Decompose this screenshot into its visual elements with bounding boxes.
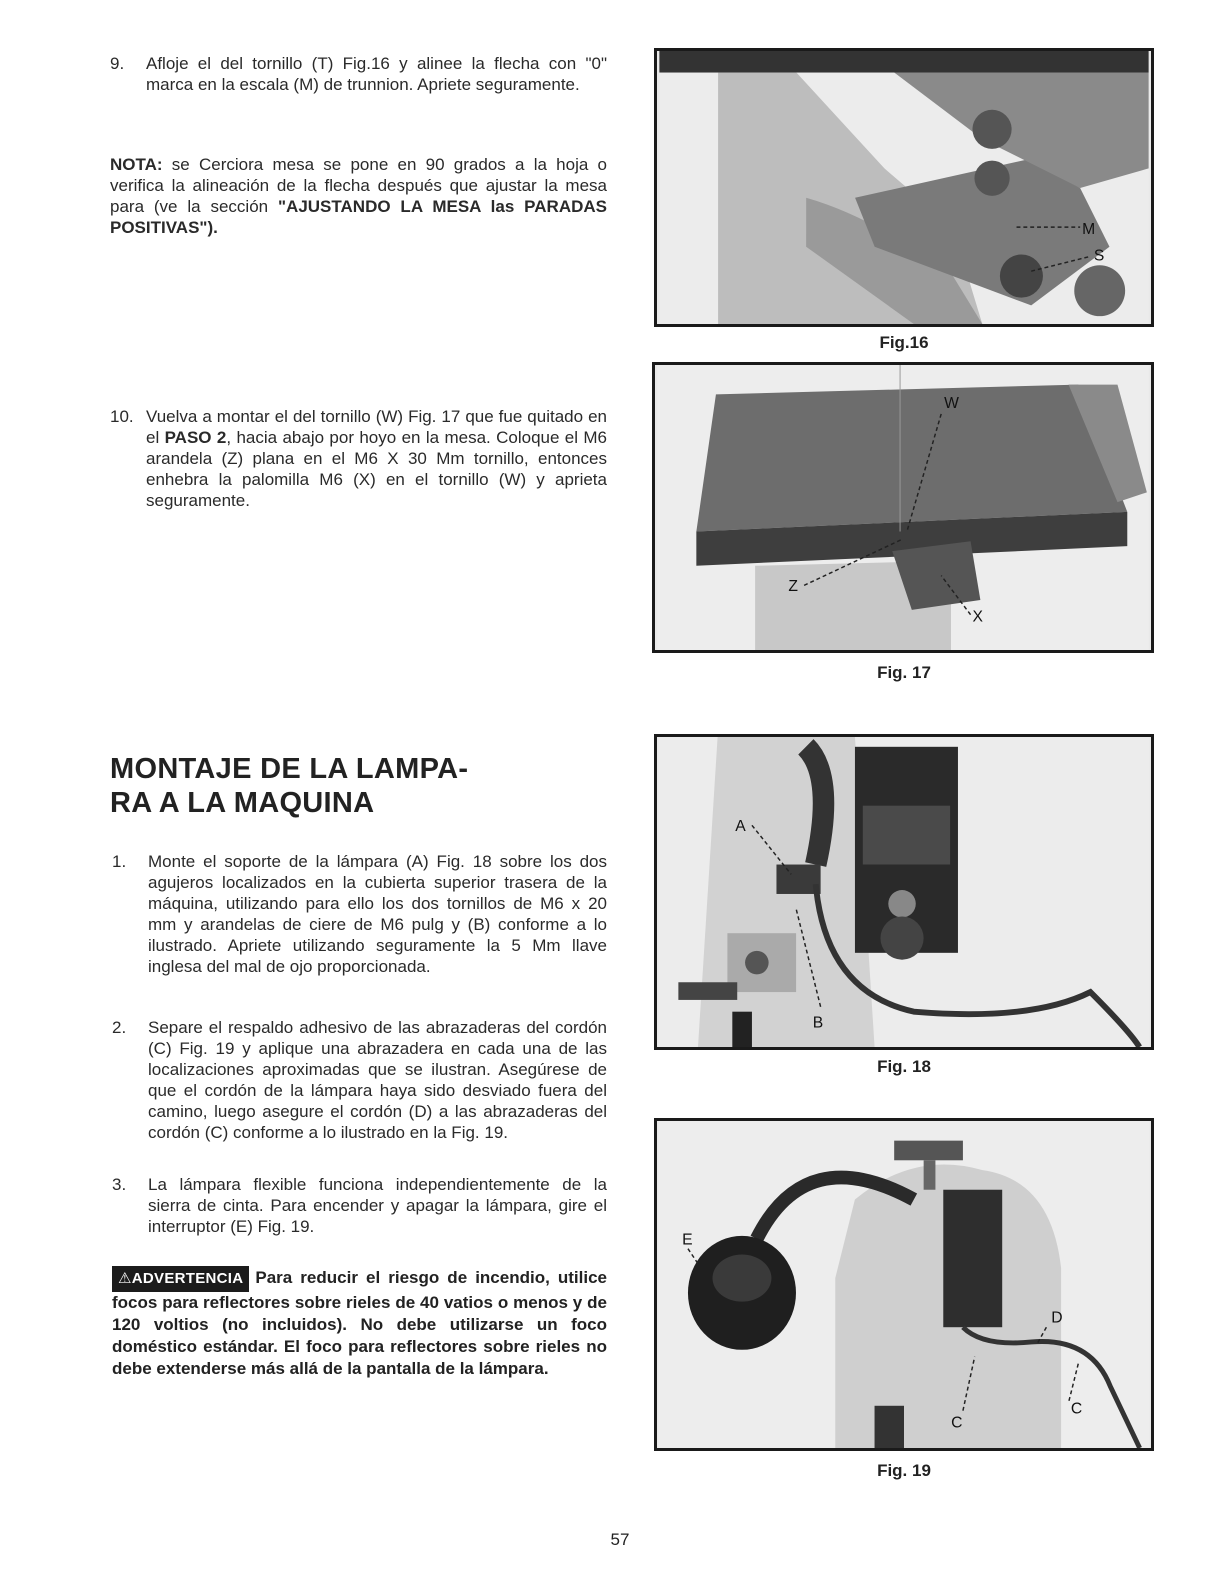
note-text: se Cerciora mesa se pone en 90 grados a la hoja o verifica la alineación de la flecha después que ajustar la mesa para (ve la sección: [110, 155, 607, 216]
figure-16-photo: [654, 48, 1154, 327]
figure-19-label-c-left: C: [951, 1414, 963, 1432]
step-9: [110, 53, 607, 95]
step-text-part: , hacia abajo por hoyo en la mesa. Coloque el M6 arandela (Z) plana en el M6 X 30 Mm tornillo, entonces enhebra la palomilla M6 (X) en el tornillo (W) y aprieta seguramente.: [146, 428, 608, 510]
figure-16-illustration: [657, 51, 1151, 324]
figure-18-photo: [654, 734, 1154, 1050]
figure-17-label-x: X: [972, 608, 983, 626]
figure-19-illustration: [657, 1121, 1151, 1448]
section-title-line-2: RA A LA MAQUINA: [110, 787, 375, 819]
warning-badge: ⚠ADVERTENCIA: [112, 1266, 249, 1292]
figure-19-photo: [654, 1118, 1154, 1451]
step-text: [146, 406, 607, 511]
figure-16-label-m: M: [1082, 220, 1096, 238]
step-10: [110, 406, 607, 511]
figure-19-label-c-right: C: [1070, 1400, 1083, 1418]
step-text: Monte el soporte de la lámpara (A) Fig. 18 sobre los dos agujeros localizados en la cubierta superior trasera de la máquina, utilizando para ello los dos tornillos de M6 x 20 mm y arandelas de ciere de M6 pulg y (B) conforme a lo ilustrado. Apriete utilizando seguramente la 5 Mm llave inglesa del mal de ojo proporcionada.: [148, 852, 607, 976]
figure-18-label-a: A: [735, 818, 746, 836]
page-number: 57: [610, 1530, 630, 1549]
note-paragraph: [110, 154, 607, 238]
note-label: NOTA:: [110, 155, 163, 174]
figure-19-label-d: D: [1051, 1309, 1063, 1327]
step-number: 3.: [112, 1175, 127, 1194]
section-title-line-1: MONTAJE DE LA LAMPA-: [110, 753, 469, 785]
step-number: 9.: [110, 54, 125, 73]
figure-18-illustration: [657, 737, 1151, 1047]
figure-17-label-w: W: [944, 395, 959, 413]
figure-17-illustration: [655, 365, 1151, 650]
warning-text: Para reducir el riesgo de incendio, utilice focos para reflectores sobre rieles de 40 vatios o menos y de 120 voltios (no incluidos). No debe utilizarse un foco doméstico estándar. El foco para reflectores sobre rieles no debe extenderse más allá de la pantalla de la lámpara.: [112, 1268, 607, 1378]
step-text: Separe el respaldo adhesivo de las abrazaderas del cordón (C) Fig. 19 y aplique una abrazadera en cada una de las localizaciones aproximadas que se ilustran. Asegúrese de que el cordón de la lámpara haya sido desviado fuera del camino, luego asegure el cordón (D) a las abrazaderas del cordón (C) conforme a lo ilustrado en la Fig. 19.: [148, 1018, 607, 1142]
warning-paragraph: [112, 1266, 607, 1380]
figure-18-caption: Fig. 18: [877, 1057, 931, 1076]
lamp-step-1: [112, 851, 607, 977]
figure-16-label-s: S: [1093, 247, 1105, 265]
figure-17-label-z: Z: [788, 578, 798, 596]
lamp-step-2: [112, 1017, 607, 1143]
figure-19-label-e: E: [682, 1231, 693, 1249]
step-number: 1.: [112, 852, 127, 871]
step-text: La lámpara flexible funciona independientemente de la sierra de cinta. Para encender y apagar la lámpara, gire el interruptor (E) Fig. 19.: [148, 1175, 607, 1236]
step-text: Afloje el del tornillo (T) Fig.16 y alinee la flecha con "0" marca en la escala (M) de trunnion. Apriete seguramente.: [146, 54, 607, 94]
lamp-step-3: [112, 1174, 607, 1237]
figure-17-caption: Fig. 17: [877, 663, 931, 682]
step-number: 10.: [110, 407, 134, 426]
figure-19-caption: Fig. 19: [877, 1461, 931, 1480]
figure-18-label-b: B: [812, 1014, 824, 1032]
step-text-part: Vuelva a montar el del tornillo (W) Fig. 17 que fue quitado en el: [146, 407, 607, 447]
step-number: 2.: [112, 1018, 127, 1037]
figure-16-caption: Fig.16: [879, 333, 929, 352]
step-reference: PASO 2: [164, 428, 227, 447]
note-reference: "AJUSTANDO LA MESA las PARADAS POSITIVAS").: [110, 197, 607, 237]
figure-17-photo: [652, 362, 1154, 653]
